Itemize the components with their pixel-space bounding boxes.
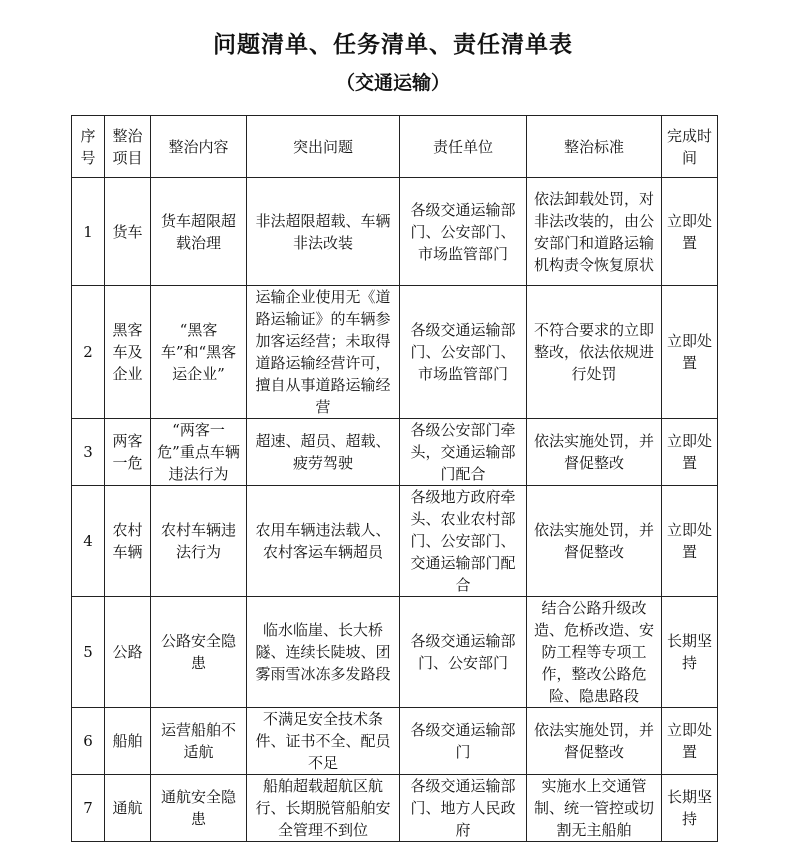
cell-content: 通航安全隐患 [151, 775, 247, 842]
table-header-row [72, 116, 718, 178]
cell-unit: 各级交通运输部门、公安部门、市场监管部门 [400, 286, 527, 419]
cell-time: 长期坚持 [662, 597, 718, 708]
table-row [72, 775, 718, 842]
table-row [72, 286, 718, 419]
header-content: 整治内容 [151, 116, 247, 178]
cell-content: 货车超限超载治理 [151, 178, 247, 286]
cell-standard: 实施水上交通管制、统一管控或切割无主船舶 [527, 775, 662, 842]
cell-standard: 依法实施处罚，并督促整改 [527, 708, 662, 775]
page-subtitle: （交通运输） [335, 72, 450, 94]
cell-item: 货车 [105, 178, 151, 286]
cell-unit: 各级交通运输部门 [400, 708, 527, 775]
cell-problem: 临水临崖、长大桥隧、连续长陡坡、团雾雨雪冰冻多发路段 [247, 597, 400, 708]
cell-problem: 不满足安全技术条件、证书不全、配员不足 [247, 708, 400, 775]
cell-unit: 各级交通运输部门、公安部门、市场监管部门 [400, 178, 527, 286]
cell-problem: 船舶超载超航区航行、长期脱管船舶安全管理不到位 [247, 775, 400, 842]
cell-no: 7 [72, 775, 105, 842]
cell-standard: 不符合要求的立即整改，依法依规进行处罚 [527, 286, 662, 419]
cell-no: 1 [72, 178, 105, 286]
cell-no: 6 [72, 708, 105, 775]
cell-time: 立即处置 [662, 286, 718, 419]
header-item: 整治项目 [105, 116, 151, 178]
cell-content: “两客一危”重点车辆违法行为 [151, 419, 247, 486]
table-row [72, 597, 718, 708]
header-standard: 整治标准 [527, 116, 662, 178]
header-unit: 责任单位 [400, 116, 527, 178]
cell-unit: 各级地方政府牵头、农业农村部门、公安部门、交通运输部门配合 [400, 486, 527, 597]
table-row [72, 486, 718, 597]
cell-item: 两客一危 [105, 419, 151, 486]
cell-time: 立即处置 [662, 486, 718, 597]
cell-time: 立即处置 [662, 708, 718, 775]
cell-no: 2 [72, 286, 105, 419]
cell-content: 农村车辆违法行为 [151, 486, 247, 597]
cell-no: 4 [72, 486, 105, 597]
cell-standard: 依法卸载处罚，对非法改装的，由公安部门和道路运输机构责令恢复原状 [527, 178, 662, 286]
cell-time: 立即处置 [662, 419, 718, 486]
cell-standard: 依法实施处罚，并督促整改 [527, 486, 662, 597]
table-row [72, 419, 718, 486]
responsibility-table [71, 115, 718, 842]
cell-content: 运营船舶不适航 [151, 708, 247, 775]
header-time: 完成时间 [662, 116, 718, 178]
cell-item: 通航 [105, 775, 151, 842]
cell-item: 船舶 [105, 708, 151, 775]
cell-problem: 运输企业使用无《道路运输证》的车辆参加客运经营；未取得道路运输经营许可，擅自从事道路运输经营 [247, 286, 400, 419]
cell-content: “黑客车”和“黑客运企业” [151, 286, 247, 419]
cell-unit: 各级交通运输部门、地方人民政府 [400, 775, 527, 842]
cell-content: 公路安全隐患 [151, 597, 247, 708]
cell-problem: 农用车辆违法载人、农村客运车辆超员 [247, 486, 400, 597]
cell-unit: 各级交通运输部门、公安部门 [400, 597, 527, 708]
cell-standard: 结合公路升级改造、危桥改造、安防工程等专项工作，整改公路危险、隐患路段 [527, 597, 662, 708]
table-row [72, 178, 718, 286]
cell-unit: 各级公安部门牵头，交通运输部门配合 [400, 419, 527, 486]
cell-standard: 依法实施处罚，并督促整改 [527, 419, 662, 486]
cell-item: 农村车辆 [105, 486, 151, 597]
cell-item: 公路 [105, 597, 151, 708]
cell-no: 5 [72, 597, 105, 708]
cell-time: 立即处置 [662, 178, 718, 286]
cell-time: 长期坚持 [662, 775, 718, 842]
cell-item: 黑客车及企业 [105, 286, 151, 419]
cell-no: 3 [72, 419, 105, 486]
header-problem: 突出问题 [247, 116, 400, 178]
cell-problem: 超速、超员、超载、疲劳驾驶 [247, 419, 400, 486]
page-title: 问题清单、任务清单、责任清单表 [213, 32, 573, 58]
cell-problem: 非法超限超载、车辆非法改装 [247, 178, 400, 286]
table-row [72, 708, 718, 775]
header-no: 序号 [72, 116, 105, 178]
